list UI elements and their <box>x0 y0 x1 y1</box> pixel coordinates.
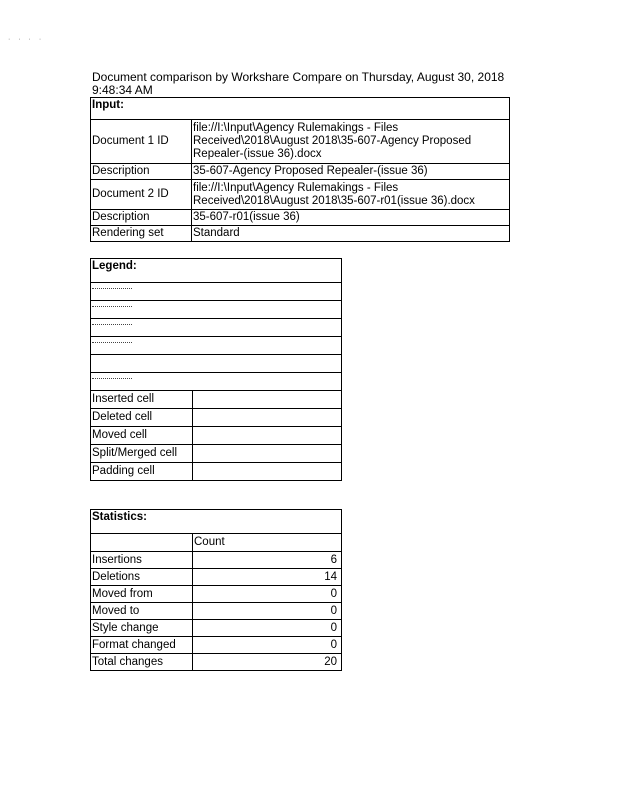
legend-split-merged-cell-swatch <box>193 445 342 463</box>
legend-title: Legend: <box>91 259 342 283</box>
input-table <box>90 97 510 242</box>
rendering-set-value: Standard <box>192 226 510 242</box>
insertions-label: Insertions <box>91 552 193 569</box>
doc2-id-value: file://I:\Input\Agency Rulemakings - Files Received\2018\August 2018\35-607-r01(issue 36).docx <box>192 180 510 210</box>
deletions-count: 14 <box>193 569 342 586</box>
total-changes-count: 20 <box>193 654 342 671</box>
moved-to-label: Moved to <box>91 603 193 620</box>
insertions-count: 6 <box>193 552 342 569</box>
statistics-table <box>90 509 342 671</box>
format-changed-label: Format changed <box>91 637 193 654</box>
legend-row <box>91 355 342 373</box>
deletions-label: Deletions <box>91 569 193 586</box>
statistics-header-blank <box>91 534 193 552</box>
legend-moved-cell-swatch <box>193 427 342 445</box>
statistics-title: Statistics: <box>91 510 342 534</box>
legend-inserted-cell-label: Inserted cell <box>91 391 193 409</box>
doc1-id-value: file://I:\Input\Agency Rulemakings - Files Received\2018\August 2018\35-607-Agency Proposed Repealer-(issue 36).docx <box>192 120 510 164</box>
count-header: Count <box>193 534 342 552</box>
doc1-description-value: 35-607-Agency Proposed Repealer-(issue 36) <box>192 164 510 180</box>
doc1-description-label: Description <box>91 164 192 180</box>
legend-deleted-cell-label: Deleted cell <box>91 409 193 427</box>
rendering-set-label: Rendering set <box>91 226 192 242</box>
legend-moved-cell-label: Moved cell <box>91 427 193 445</box>
header-line-2: 9:48:34 AM <box>92 83 153 97</box>
legend-deleted-cell-swatch <box>193 409 342 427</box>
moved-to-count: 0 <box>193 603 342 620</box>
moved-from-count: 0 <box>193 586 342 603</box>
doc2-description-label: Description <box>91 210 192 226</box>
legend-split-merged-cell-label: Split/Merged cell <box>91 445 193 463</box>
legend-row <box>91 301 342 319</box>
legend-padding-cell-label: Padding cell <box>91 463 193 481</box>
doc2-description-value: 35-607-r01(issue 36) <box>192 210 510 226</box>
legend-row <box>91 373 342 391</box>
moved-from-label: Moved from <box>91 586 193 603</box>
scan-speckle: · · · · <box>8 36 45 43</box>
doc1-id-label: Document 1 ID <box>91 120 192 164</box>
style-change-count: 0 <box>193 620 342 637</box>
doc2-id-label: Document 2 ID <box>91 180 192 210</box>
legend-table <box>90 258 342 481</box>
format-changed-count: 0 <box>193 637 342 654</box>
legend-row <box>91 337 342 355</box>
style-change-label: Style change <box>91 620 193 637</box>
legend-row <box>91 283 342 301</box>
total-changes-label: Total changes <box>91 654 193 671</box>
input-title: Input: <box>91 98 510 120</box>
header-line-1: Document comparison by Workshare Compare on Thursday, August 30, 2018 <box>92 70 505 84</box>
legend-padding-cell-swatch <box>193 463 342 481</box>
legend-inserted-cell-swatch <box>193 391 342 409</box>
legend-row <box>91 319 342 337</box>
comparison-header <box>92 71 522 97</box>
